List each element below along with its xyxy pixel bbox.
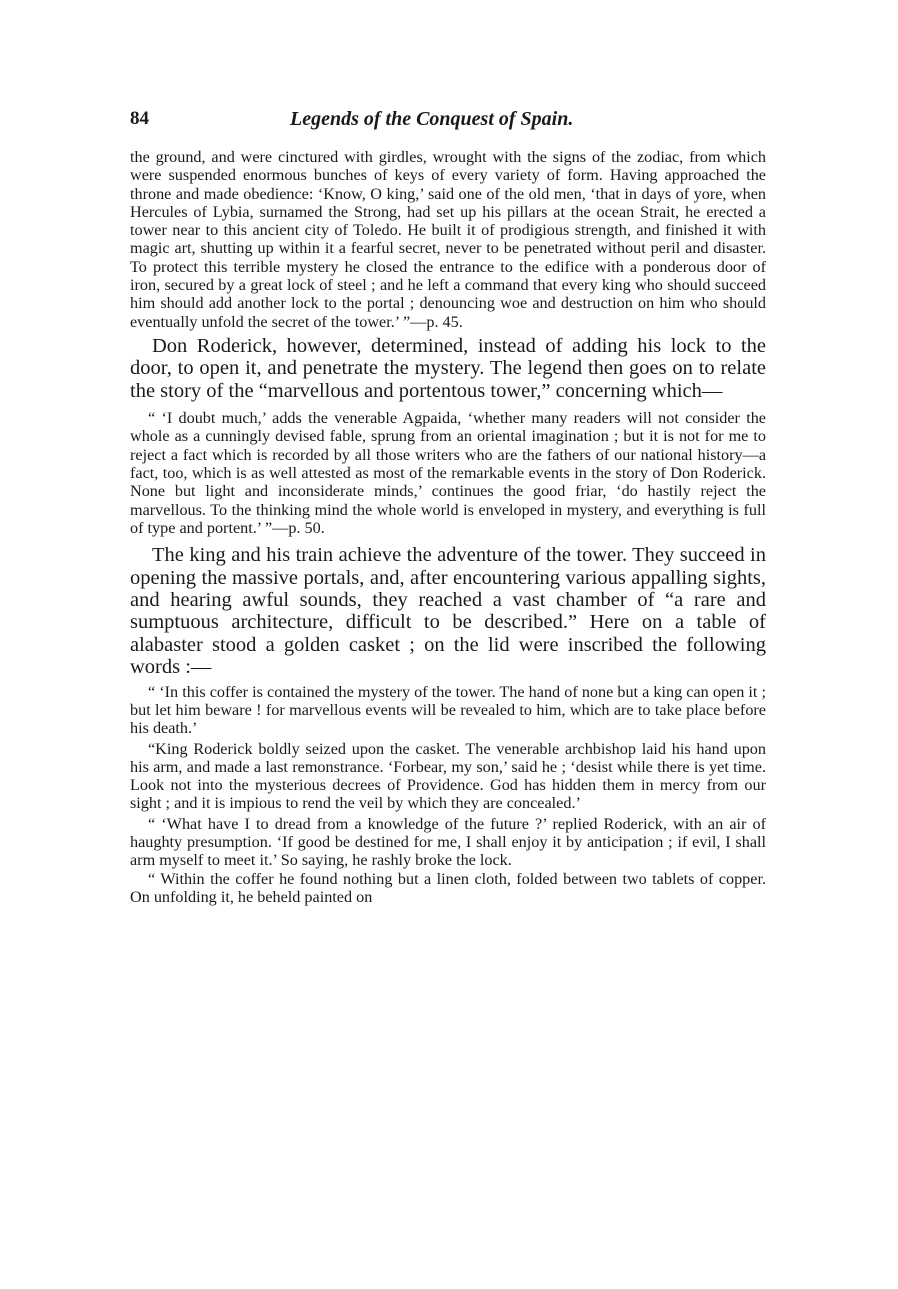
quote-paragraph-5: “ ‘What have I to dread from a knowledge of the future ?’ replied Roderick, with an air of haughty presumption. ‘If good be destined for me, I shall enjoy it by anticipation ; if evil, I shall arm myself to meet it.’ So saying, he rashly broke the lock. xyxy=(130,814,766,870)
narrative-paragraph-2: The king and his train achieve the adventure of the tower. They succeed in opening the massive portals, and, after encountering various appalling sights, and hearing awful sounds, they reached a vast chamber of “a rare and sumptuous architecture, difficult to be described.” Here on a table of alabaster stood a golden casket ; on the lid were inscribed the following words :— xyxy=(130,544,766,679)
quote-paragraph-6: “ Within the coffer he found nothing but a linen cloth, folded between two tablets of copper. On unfolding it, he beheld painted on xyxy=(130,869,766,906)
quote-paragraph-1: the ground, and were cinctured with girdles, wrought with the signs of the zodiac, from which were suspended enormous bunches of keys of every variety of form. Having approached the throne and made obedience: ‘Know, O king,’ said one of the old men, ‘that in days of yore, when Hercules of Lybia, surnamed the Strong, had set up his pillars at the ocean Strait, he erected a tower near to this ancient city of Toledo. He built it of prodigious strength, and finished it with magic art, shutting up within it a fearful secret, never to be penetrated without peril and disaster. To protect this terrible mystery he closed the entrance to the edifice with a ponderous door of iron, secured by a great lock of steel ; and he left a command that every king who should succeed him should add another lock to the portal ; denouncing woe and destruction on him who should eventually unfold the secret of the tower.’ ”—p. 45. xyxy=(130,148,766,331)
page-number: 84 xyxy=(130,108,149,129)
page-header xyxy=(130,108,770,136)
running-title: Legends of the Conquest of Spain. xyxy=(290,108,574,130)
quote-paragraph-2: “ ‘I doubt much,’ adds the venerable Agpaida, ‘whether many readers will not consider the whole as a cunningly devised fable, sprung from an oriental imagination ; but it is not for me to reject a fact which is recorded by all those writers who are the fathers of our national history—a fact, too, which is as well attested as most of the remarkable events in the story of Don Roderick. None but light and inconsiderate minds,’ continues the good friar, ‘do hastily reject the marvellous. To the thinking mind the whole world is enveloped in mystery, and everything is full of type and portent.’ ”—p. 50. xyxy=(130,409,766,537)
quote-paragraph-4: “King Roderick boldly seized upon the casket. The venerable archbishop laid his hand upon his arm, and made a last remonstrance. ‘Forbear, my son,’ said he ; ‘desist while there is yet time. Look not into the mysterious decrees of Providence. God has hidden them in mercy from our sight ; and it is impious to rend the veil by which they are concealed.’ xyxy=(130,739,766,813)
narrative-paragraph-1: Don Roderick, however, determined, instead of adding his lock to the door, to open it, and penetrate the mystery. The legend then goes on to relate the story of the “marvellous and portentous tower,” concerning which— xyxy=(130,334,766,402)
quote-paragraph-3: “ ‘In this coffer is contained the mystery of the tower. The hand of none but a king can open it ; but let him beware ! for marvellous events will be revealed to him, which are to take place before his death.’ xyxy=(130,682,766,738)
page-body xyxy=(130,148,766,906)
